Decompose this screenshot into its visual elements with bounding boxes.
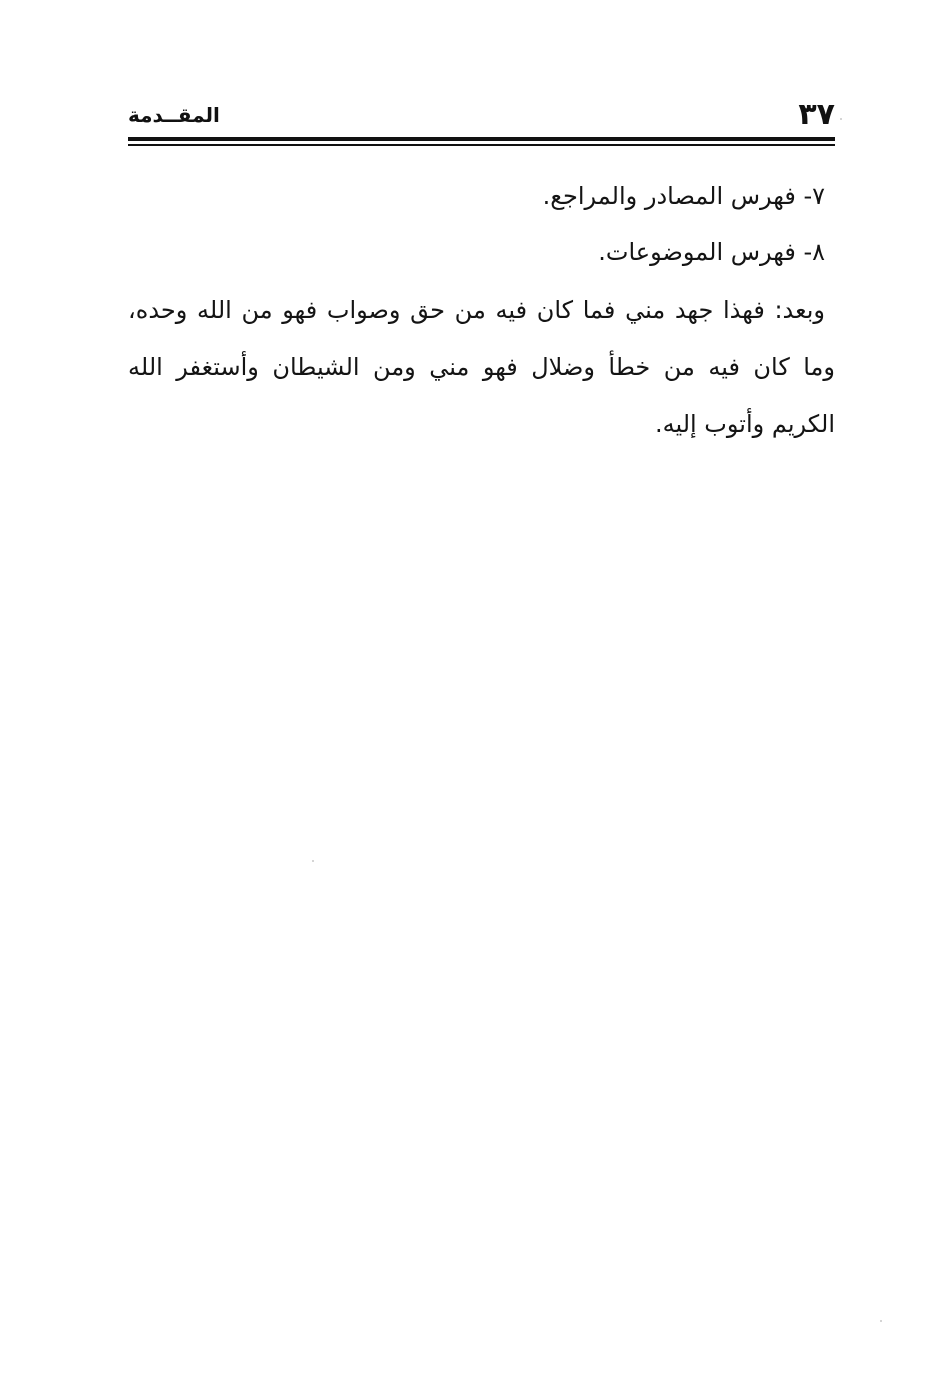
scan-speck [880, 1320, 882, 1322]
header-rule-thick [128, 137, 835, 141]
page-number: ٣٧ [798, 97, 835, 132]
list-item-sources-index: ٧- فهرس المصادر والمراجع. [542, 182, 825, 210]
section-title: المقــدمة [128, 103, 220, 127]
header-rule-thin [128, 144, 835, 146]
scan-speck [840, 118, 842, 120]
list-item-topics-index: ٨- فهرس الموضوعات. [598, 238, 825, 266]
closing-paragraph: وبعد: فهذا جهد مني فما كان فيه من حق وصواب فهو من الله وحده، وما كان فيه من خطأ وضلال فهو مني ومن الشيطان وأستغفر الله الكريم وأتوب إليه. [128, 296, 835, 438]
running-header [128, 96, 835, 136]
scan-speck [312, 860, 314, 862]
body-text [128, 168, 835, 453]
